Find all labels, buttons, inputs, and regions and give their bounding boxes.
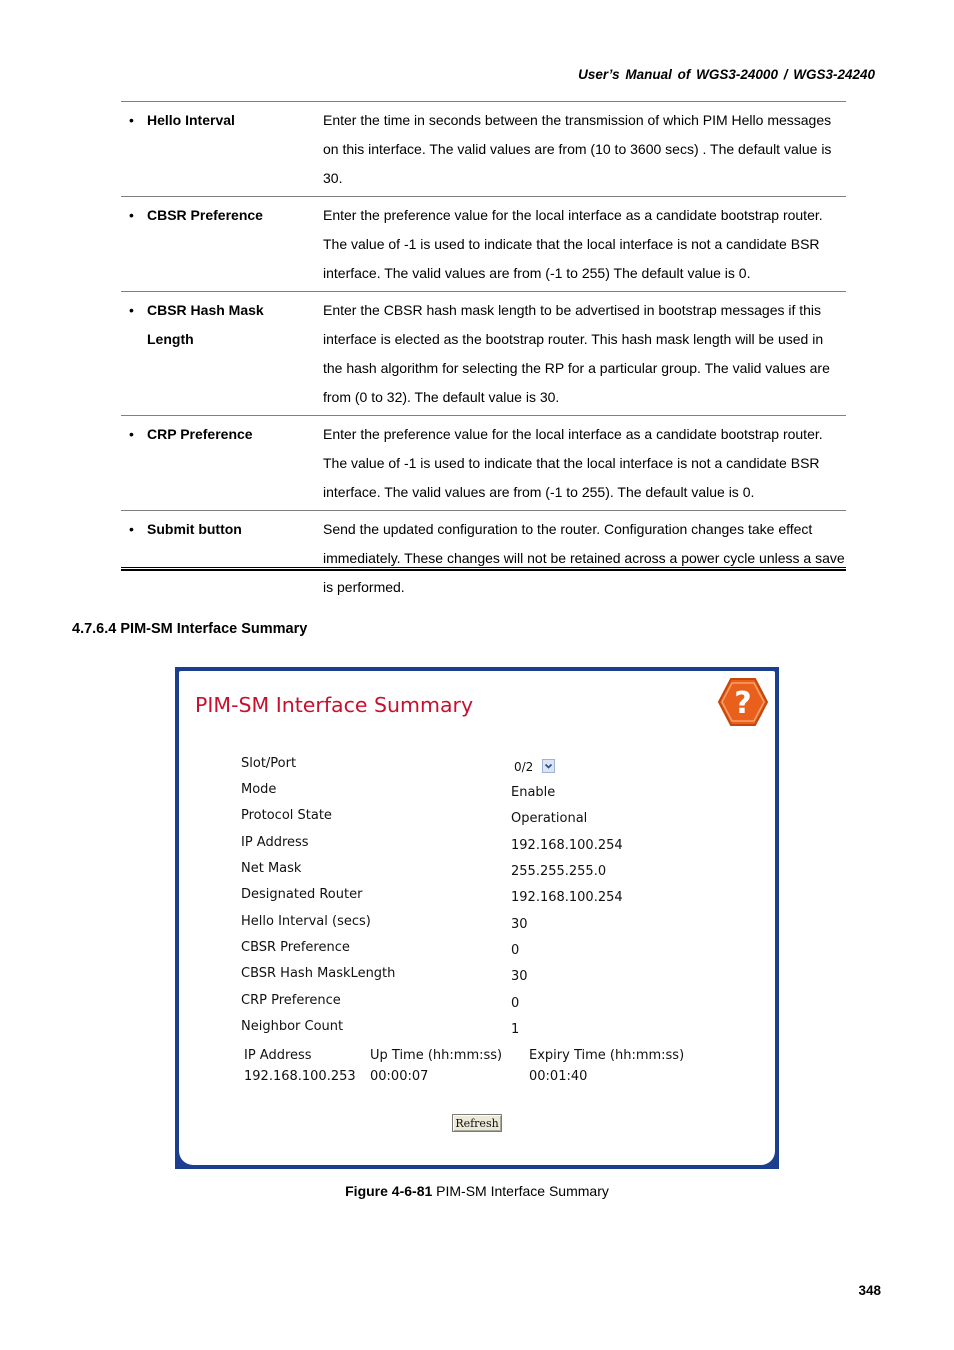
bullet-icon: •	[129, 426, 134, 442]
cbsr-hash-mask-length-value: 30	[511, 969, 528, 984]
slot-port-label: Slot/Port	[241, 756, 297, 771]
cbsr-preference-value: 0	[511, 943, 520, 958]
mode-label: Mode	[241, 782, 277, 797]
param-row	[121, 292, 846, 416]
cbsr-preference-label: CBSR Preference	[241, 940, 350, 955]
param-name-text: CBSR Hash Mask Length	[147, 302, 264, 347]
protocol-state-label: Protocol State	[241, 808, 332, 823]
slot-port-select[interactable]	[511, 758, 555, 775]
param-name	[121, 201, 323, 288]
neighbor-count-value: 1	[511, 1022, 520, 1037]
question-mark-icon[interactable]	[717, 677, 769, 727]
neighbor-uptime-header: Up Time (hh:mm:ss)	[370, 1048, 503, 1063]
figure-caption	[0, 1183, 954, 1199]
mode-value: Enable	[511, 785, 556, 800]
figure-number: Figure 4-6-81	[345, 1183, 433, 1199]
page-number: 348	[858, 1283, 881, 1298]
designated-router-label: Designated Router	[241, 887, 363, 902]
hello-interval-value: 30	[511, 917, 528, 932]
table-bottom-rule	[121, 567, 846, 571]
crp-preference-value: 0	[511, 996, 520, 1011]
screenshot-frame	[175, 667, 779, 1169]
param-description: Send the updated configuration to the router. Configuration changes take effect immediately. These changes will not be retained across a power cycle unless a save is performed.	[323, 521, 845, 595]
neighbor-ip-cell: 192.168.100.253	[244, 1069, 356, 1084]
chevron-down-icon[interactable]	[542, 759, 555, 773]
param-description: Enter the CBSR hash mask length to be advertised in bootstrap messages if this interface is elected as the bootstrap router. This hash mask length will be used in the hash algorithm for selecting the RP for a particular group. The valid values are from (0 to 32). The default value is 30.	[323, 302, 830, 405]
param-row	[121, 511, 846, 605]
neighbor-count-label: Neighbor Count	[241, 1019, 344, 1034]
figure-caption-text: PIM-SM Interface Summary	[436, 1183, 609, 1199]
param-description: Enter the time in seconds between the transmission of which PIM Hello messages on this interface. The valid values are from (10 to 3600 secs) . The default value is 30.	[323, 112, 832, 186]
panel-title: PIM-SM Interface Summary	[195, 693, 474, 717]
svg-text:?: ?	[734, 686, 752, 721]
page-header: User’s Manual of WGS3-24000 / WGS3-24240	[578, 67, 875, 82]
screenshot-panel	[179, 671, 775, 1165]
slot-port-value: 0/2	[514, 760, 534, 774]
param-name	[121, 515, 323, 602]
param-name-text: Hello Interval	[147, 112, 235, 128]
param-name-text: CRP Preference	[147, 426, 253, 442]
neighbor-expiry-header: Expiry Time (hh:mm:ss)	[529, 1048, 685, 1063]
param-row	[121, 197, 846, 292]
ip-address-value: 192.168.100.254	[511, 838, 623, 853]
neighbor-uptime-cell: 00:00:07	[370, 1069, 429, 1084]
net-mask-label: Net Mask	[241, 861, 302, 876]
parameter-table	[121, 101, 846, 605]
param-name-text: Submit button	[147, 521, 242, 537]
net-mask-value: 255.255.255.0	[511, 864, 607, 879]
param-description: Enter the preference value for the local interface as a candidate bootstrap router. The value of -1 is used to indicate that the local interface is not a candidate BSR interface. The valid values are from (-1 to 255). The default value is 0.	[323, 426, 823, 500]
crp-preference-label: CRP Preference	[241, 993, 341, 1008]
protocol-state-value: Operational	[511, 811, 588, 826]
param-name	[121, 296, 323, 412]
bullet-icon: •	[129, 112, 134, 128]
param-row	[121, 102, 846, 197]
bullet-icon: •	[129, 521, 134, 537]
hello-interval-label: Hello Interval (secs)	[241, 914, 371, 929]
param-name	[121, 420, 323, 507]
neighbor-expiry-cell: 00:01:40	[529, 1069, 588, 1084]
param-name-text: CBSR Preference	[147, 207, 263, 223]
refresh-button[interactable]: Refresh	[452, 1114, 502, 1132]
section-title: 4.7.6.4 PIM-SM Interface Summary	[72, 621, 308, 637]
param-name	[121, 106, 323, 193]
ip-address-label: IP Address	[241, 835, 309, 850]
param-description: Enter the preference value for the local interface as a candidate bootstrap router. The value of -1 is used to indicate that the local interface is not a candidate BSR interface. The valid values are from (-1 to 255) The default value is 0.	[323, 207, 823, 281]
bullet-icon: •	[129, 302, 134, 318]
cbsr-hash-mask-length-label: CBSR Hash MaskLength	[241, 966, 396, 981]
param-row	[121, 416, 846, 511]
bullet-icon: •	[129, 207, 134, 223]
designated-router-value: 192.168.100.254	[511, 890, 623, 905]
neighbor-ip-header: IP Address	[244, 1048, 312, 1063]
